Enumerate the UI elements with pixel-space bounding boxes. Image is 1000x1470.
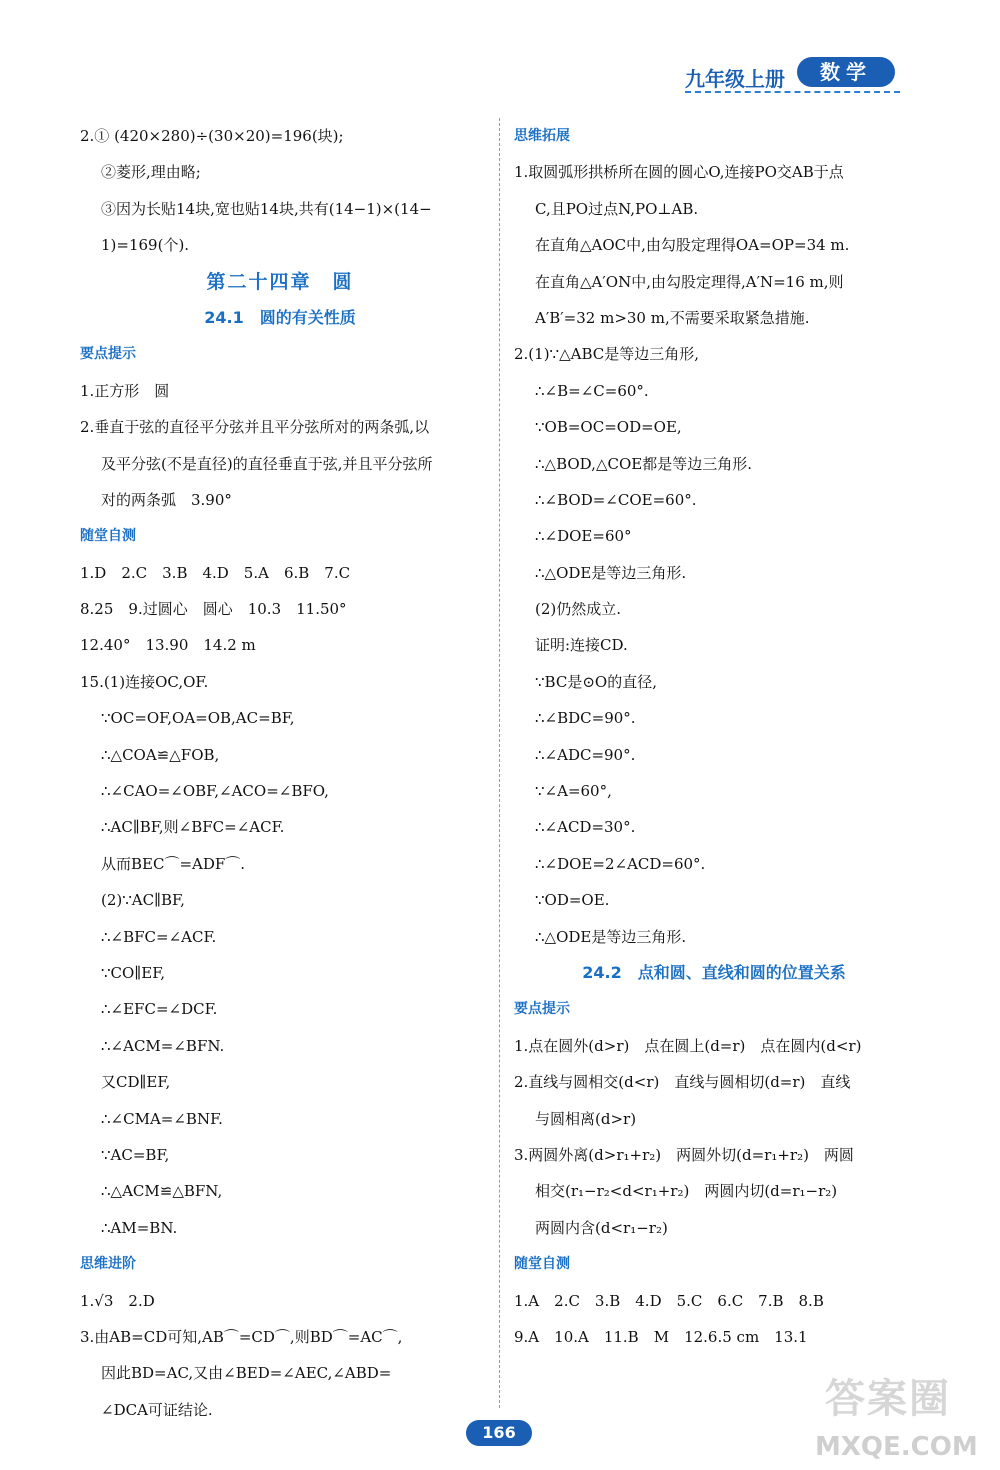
answer-line: 2.垂直于弦的直径平分弦并且平分弦所对的两条弧,以 (80, 418, 430, 437)
answer-line: ∴AC∥BF,则∠BFC=∠ACF. (101, 818, 285, 837)
section-heading: 随堂自测 (80, 528, 136, 545)
answer-line: ③因为长贴14块,宽也贴14块,共有(14−1)×(14− (101, 199, 432, 218)
watermark-url: MXQE.COM (815, 1432, 978, 1462)
answer-line: ∴△ODE是等边三角形. (535, 563, 687, 582)
answer-line: 1.√3 2.D (80, 1291, 155, 1310)
answer-line: ∵OD=OE. (535, 891, 610, 910)
answer-line: ∴∠DOE=60° (535, 527, 632, 546)
answer-line: ∴∠ACD=30°. (535, 818, 636, 837)
section-heading: 随堂自测 (514, 1256, 570, 1273)
answer-line: ∴∠CMA=∠BNF. (101, 1109, 223, 1128)
answer-line: ∵∠A=60°, (535, 782, 612, 801)
answer-line: ∴△COA≌△FOB, (101, 745, 220, 764)
answer-line: A′B′=32 m>30 m,不需要采取紧急措施. (535, 308, 810, 327)
right-column (514, 118, 914, 1355)
answer-line: ∴∠EFC=∠DCF. (101, 1000, 218, 1019)
page-header (685, 55, 905, 100)
header-divider (685, 91, 900, 93)
answer-line: 在直角△A′ON中,由勾股定理得,A′N=16 m,则 (535, 272, 844, 291)
answer-line: 1.正方形 圆 (80, 381, 170, 400)
section-heading: 思维进阶 (80, 1256, 136, 1273)
answer-line: 1.取圆弧形拱桥所在圆的圆心O,连接PO交AB于点 (514, 163, 844, 182)
watermark (805, 1372, 995, 1467)
answer-line: C,且PO过点N,PO⊥AB. (535, 199, 699, 218)
answer-line: ∵OB=OC=OD=OE, (535, 418, 682, 437)
answer-line: ∴∠ADC=90°. (535, 745, 636, 764)
answer-line: 对的两条弧 3.90° (101, 490, 232, 509)
page-number: 166 (482, 1423, 516, 1442)
grade-label: 九年级上册 (685, 67, 785, 91)
answer-line: 证明:连接CD. (535, 636, 628, 655)
answer-line: ∴AM=BN. (101, 1218, 178, 1237)
answer-line: 因此BD=AC,又由∠BED=∠AEC,∠ABD= (101, 1364, 392, 1383)
answer-line: 2.直线与圆相交(d<r) 直线与圆相切(d=r) 直线 (514, 1073, 851, 1092)
column-divider (499, 118, 500, 1408)
answer-line: ②菱形,理由略; (101, 163, 201, 182)
answer-line: 9.A 10.A 11.B M 12.6.5 cm 13.1 (514, 1327, 808, 1346)
answer-line: 12.40° 13.90 14.2 m (80, 636, 256, 655)
page-number-badge (466, 1420, 532, 1446)
subsection-title: 24.2 点和圆、直线和圆的位置关系 (582, 962, 846, 982)
answer-line: (2)仍然成立. (535, 600, 622, 619)
watermark-logo: 答案圈 (825, 1376, 951, 1422)
answer-line: 与圆相离(d>r) (535, 1109, 637, 1128)
answer-line: ∴△BOD,△COE都是等边三角形. (535, 454, 752, 473)
answer-line: 2.(1)∵△ABC是等边三角形, (514, 345, 700, 364)
answer-line: ∵OC=OF,OA=OB,AC=BF, (101, 709, 295, 728)
answer-line: 相交(r₁−r₂<d<r₁+r₂) 两圆内切(d=r₁−r₂) (535, 1182, 838, 1201)
answer-line: ∴∠DOE=2∠ACD=60°. (535, 854, 706, 873)
subsection-title: 24.1 圆的有关性质 (204, 307, 356, 327)
answer-line: 15.(1)连接OC,OF. (80, 672, 209, 691)
answer-line: ∴∠ACM=∠BFN. (101, 1036, 225, 1055)
answer-line: ∴∠CAO=∠OBF,∠ACO=∠BFO, (101, 782, 329, 801)
answer-line: ∠DCA可证结论. (101, 1400, 213, 1419)
subject-badge: 数学 (797, 57, 895, 87)
answer-line: ∴∠B=∠C=60°. (535, 381, 649, 400)
answer-line: 3.由AB=CD可知,AB⌒=CD⌒,则BD⌒=AC⌒, (80, 1327, 403, 1346)
answer-line: 1.A 2.C 3.B 4.D 5.C 6.C 7.B 8.B (514, 1291, 824, 1310)
answer-line: 1)=169(个). (101, 236, 190, 255)
answer-line: ∵CO∥EF, (101, 963, 166, 982)
chapter-title: 第二十四章 圆 (206, 270, 354, 293)
answer-line: 及平分弦(不是直径)的直径垂直于弦,并且平分弦所 (101, 454, 433, 473)
answer-line: ∴∠BDC=90°. (535, 709, 636, 728)
answer-line: 从而BEC⌒=ADF⌒. (101, 854, 246, 873)
section-heading: 要点提示 (514, 1001, 570, 1018)
section-heading: 要点提示 (80, 346, 136, 363)
section-heading: 思维拓展 (514, 128, 570, 144)
answer-line: ∴∠BFC=∠ACF. (101, 927, 217, 946)
answer-line: 8.25 9.过圆心 圆心 10.3 11.50° (80, 600, 347, 619)
answer-line: 1.D 2.C 3.B 4.D 5.A 6.B 7.C (80, 563, 351, 582)
answer-line: 2.① (420×280)÷(30×20)=196(块); (80, 127, 344, 145)
answer-line: ∴∠BOD=∠COE=60°. (535, 490, 697, 509)
left-column (80, 118, 480, 1428)
answer-line: (2)∵AC∥BF, (101, 891, 185, 910)
answer-line: ∵BC是⊙O的直径, (535, 672, 657, 691)
answer-line: ∵AC=BF, (101, 1145, 170, 1164)
answer-line: 3.两圆外离(d>r₁+r₂) 两圆外切(d=r₁+r₂) 两圆 (514, 1145, 854, 1164)
answer-line: ∴△ACM≌△BFN, (101, 1182, 223, 1201)
answer-line: 又CD∥EF, (101, 1073, 171, 1092)
answer-line: 两圆内含(d<r₁−r₂) (535, 1218, 668, 1237)
answer-line: ∴△ODE是等边三角形. (535, 927, 687, 946)
answer-line: 1.点在圆外(d>r) 点在圆上(d=r) 点在圆内(d<r) (514, 1036, 862, 1055)
answer-line: 在直角△AOC中,由勾股定理得OA=OP=34 m. (535, 236, 850, 255)
